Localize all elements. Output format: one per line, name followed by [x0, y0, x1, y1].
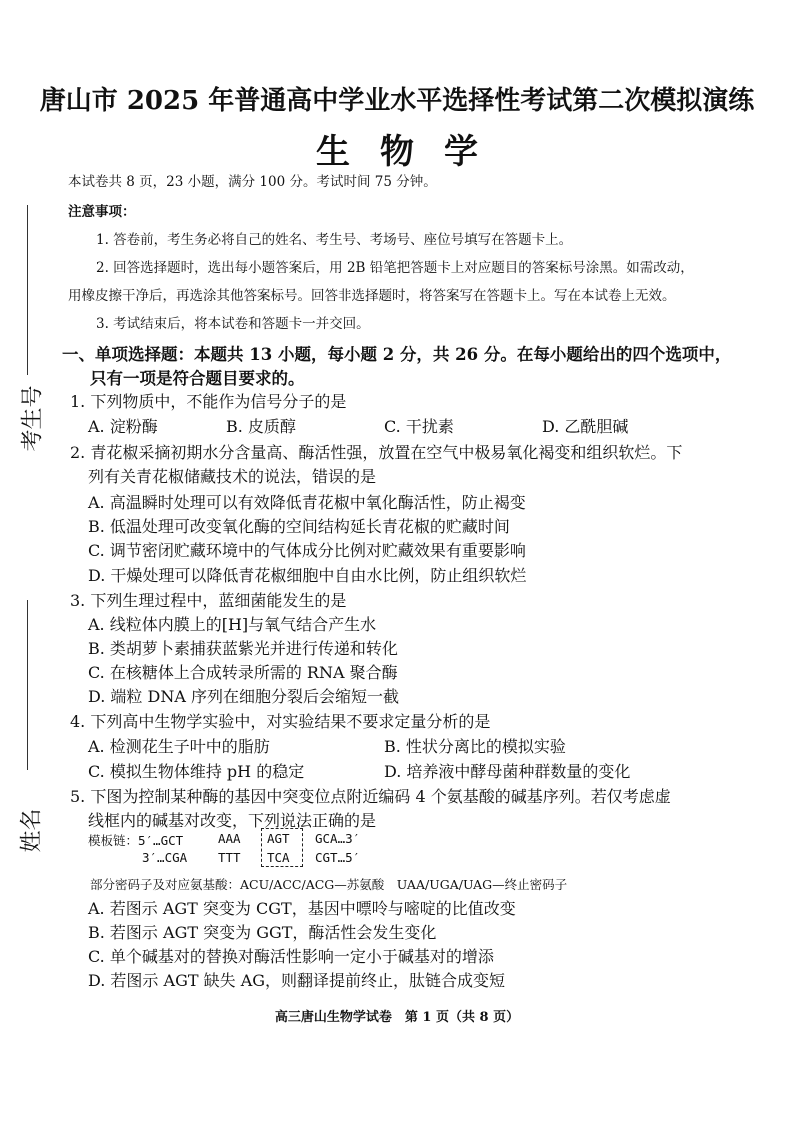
option-2b: B. 低温处理可改变氧化酶的空间结构延长青花椒的贮藏时间: [88, 517, 510, 536]
question-stem: 1. 下列物质中，不能作为信号分子的是: [70, 392, 347, 411]
page-footer: 高三唐山生物学试卷 第 1 页（共 8 页）: [274, 1010, 520, 1025]
subject-title: 生物学: [316, 132, 508, 172]
section-heading: 一、单项选择题：本题共 13 小题，每小题 2 分，共 26 分。在每小题给出的四个选项中，: [62, 345, 732, 364]
exam-info: 本试卷共 8 页，23 小题，满分 100 分。考试时间 75 分钟。: [68, 174, 437, 190]
option-2c: C. 调节密闭贮藏环境中的气体成分比例对贮藏效果有重要影响: [88, 541, 526, 560]
note-item: 3. 考试结束后，将本试卷和答题卡一并交回。: [96, 316, 370, 332]
option-2d: D. 干燥处理可以降低青花椒细胞中自由水比例，防止组织软烂: [88, 566, 527, 585]
template-strand-start: 模板链：5′…GCT: [88, 833, 184, 848]
question-stem-cont: 列有关青花椒储藏技术的说法，错误的是: [88, 467, 377, 486]
option-3d: D. 端粒 DNA 序列在细胞分裂后会缩短一截: [88, 687, 399, 706]
name-label: 姓名: [19, 808, 45, 853]
notes-heading: 注意事项：: [68, 204, 136, 220]
option-3a: A. 线粒体内膜上的[H]与氧气结合产生水: [88, 615, 377, 634]
sequence-codon: CGT…5′: [315, 850, 361, 865]
sequence-codon: AAA: [218, 831, 241, 846]
option-4c: C. 模拟生物体维持 pH 的稳定: [88, 762, 305, 781]
question-stem: 4. 下列高中生物学实验中，对实验结果不要求定量分析的是: [70, 712, 491, 731]
sequence-codon: TTT: [218, 850, 241, 865]
option-1a: A. 淀粉酶: [88, 417, 158, 436]
option-3c: C. 在核糖体上合成转录所需的 RNA 聚合酶: [88, 663, 398, 682]
question-stem: 3. 下列生理过程中，蓝细菌能发生的是: [70, 591, 347, 610]
sequence-codon: GCA…3′: [315, 831, 361, 846]
exam-number-label: 考生号: [20, 385, 46, 452]
option-1d: D. 乙酰胆碱: [542, 417, 629, 436]
page-title: 唐山市 2025 年普通高中学业水平选择性考试第二次模拟演练: [39, 86, 755, 116]
option-5a: A. 若图示 AGT 突变为 CGT，基因中嘌呤与嘧啶的比值改变: [88, 899, 516, 918]
binding-line-middle: [27, 600, 28, 770]
option-5c: C. 单个碱基对的替换对酶活性影响一定小于碱基对的增添: [88, 947, 494, 966]
question-stem: 5. 下图为控制某种酶的基因中突变位点附近编码 4 个氨基酸的碱基序列。若仅考虑虚: [70, 787, 671, 806]
option-5d: D. 若图示 AGT 缺失 AG，则翻译提前终止，肽链合成变短: [88, 971, 506, 990]
note-item: 1. 答卷前，考生务必将自己的姓名、考生号、考场号、座位号填写在答题卡上。: [96, 232, 573, 248]
option-1b: B. 皮质醇: [226, 417, 296, 436]
option-1c: C. 干扰素: [384, 417, 454, 436]
option-4a: A. 检测花生子叶中的脂肪: [88, 737, 270, 756]
note-item: 用橡皮擦干净后，再选涂其他答案标号。回答非选择题时，将答案写在答题卡上。写在本试卷上无效。: [68, 288, 676, 304]
codon-note: 部分密码子及对应氨基酸：ACU/ACC/ACG—苏氨酸 UAA/UGA/UAG—终止密码子: [90, 877, 568, 892]
sequence-codon-boxed: AGT: [267, 831, 290, 846]
note-item: 2. 回答选择题时，选出每小题答案后，用 2B 铅笔把答题卡上对应题目的答案标号涂黑。如需改动，: [96, 260, 694, 276]
option-2a: A. 高温瞬时处理可以有效降低青花椒中氧化酶活性，防止褐变: [88, 493, 526, 512]
option-3b: B. 类胡萝卜素捕获蓝紫光并进行传递和转化: [88, 639, 398, 658]
option-4d: D. 培养液中酵母菌种群数量的变化: [384, 762, 631, 781]
question-stem-cont: 线框内的碱基对改变，下列说法正确的是: [88, 811, 377, 830]
complement-strand-start: 3′…CGA: [142, 850, 188, 865]
sequence-codon-boxed: TCA: [267, 850, 290, 865]
binding-line-top: [27, 205, 28, 375]
option-4b: B. 性状分离比的模拟实验: [384, 737, 566, 756]
question-stem: 2. 青花椒采摘初期水分含量高、酶活性强，放置在空气中极易氧化褐变和组织软烂。下: [70, 443, 683, 462]
option-5b: B. 若图示 AGT 突变为 GGT，酶活性会发生变化: [88, 923, 437, 942]
section-heading-cont: 只有一项是符合题目要求的。: [90, 369, 305, 388]
